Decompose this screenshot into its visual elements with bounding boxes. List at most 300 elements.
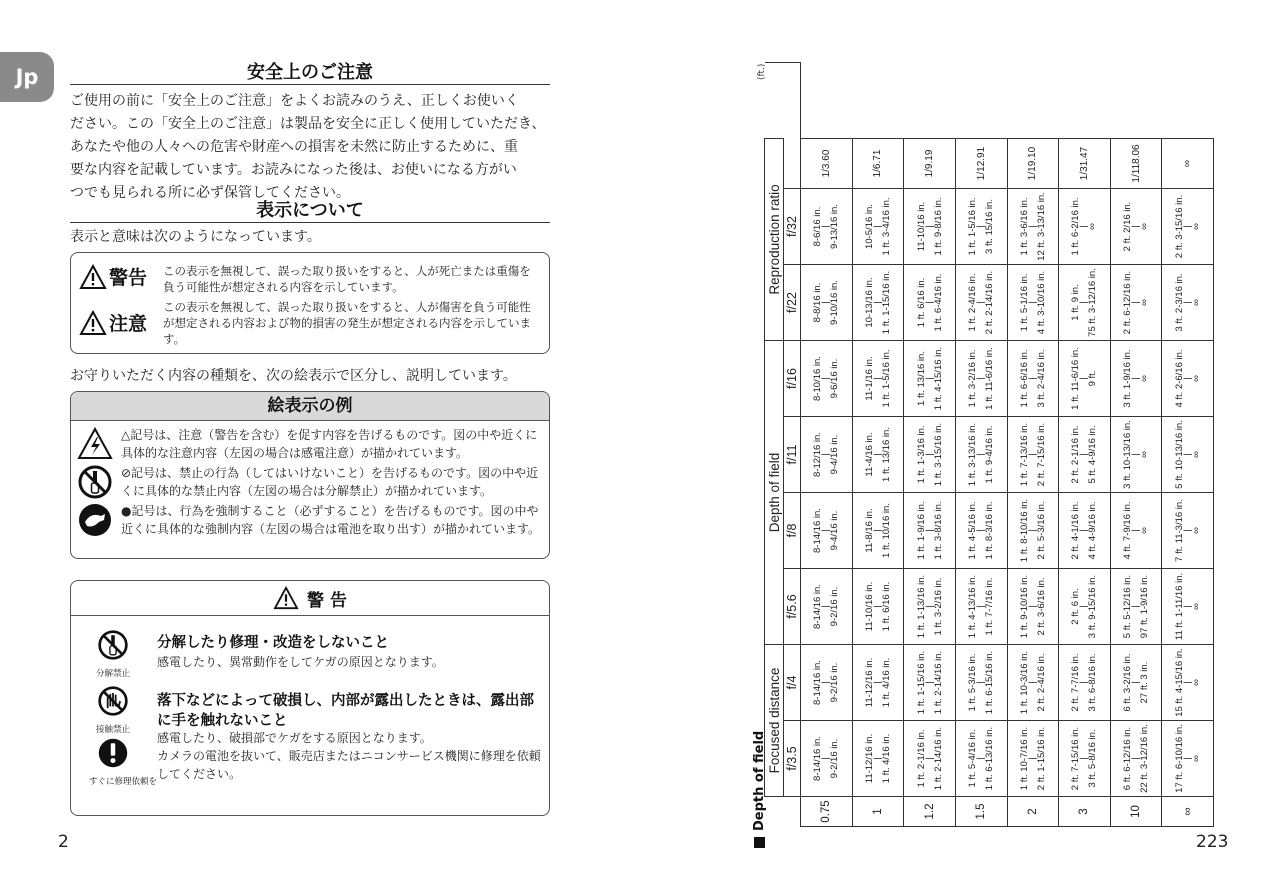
- range-separator: |: [1130, 681, 1142, 684]
- dof-cell: [852, 417, 904, 493]
- far-limit: 1 ft. 4-15/16 in.: [932, 346, 944, 411]
- near-limit: 1 ft. 8-10/16 in.: [1018, 498, 1030, 563]
- far-limit: 4 ft. 3-10/16 in.: [1035, 270, 1047, 335]
- far-limit: 1 ft. 6-15/16 in.: [984, 650, 996, 715]
- range-separator: |: [923, 301, 935, 304]
- dof-cell: [801, 189, 853, 265]
- warning-triangle-icon: [273, 586, 299, 610]
- near-limit: 7 ft. 11-3/16 in.: [1173, 499, 1185, 562]
- section-label: [752, 731, 767, 848]
- dof-cell: [1162, 341, 1214, 417]
- dof-cell: [1162, 569, 1214, 645]
- far-limit: 9-2/16 in.: [829, 662, 841, 703]
- table-body: [801, 63, 1214, 827]
- near-limit: 8-6/16 in.: [812, 206, 824, 247]
- far-limit: 1 ft. 4/16 in.: [880, 733, 892, 784]
- warning-item-icon: [89, 737, 158, 787]
- near-limit: 1 ft. 10-7/16 in.: [1018, 726, 1030, 791]
- unit-label: (ft.): [757, 63, 767, 80]
- range-separator: |: [975, 377, 987, 380]
- dof-cell: [1162, 189, 1214, 265]
- warning-item-icon: [89, 629, 137, 679]
- no-touch-icon: [97, 685, 129, 717]
- dof-cell: [801, 493, 853, 569]
- pictogram-examples-box: [70, 391, 550, 559]
- range-separator: |: [975, 301, 987, 304]
- dof-cell: [852, 645, 904, 721]
- caution-triangle-icon: [79, 310, 107, 336]
- near-limit: 2 ft. 3-15/16 in.: [1173, 194, 1185, 259]
- range-separator: |: [871, 529, 883, 532]
- dof-cell: [1110, 493, 1162, 569]
- intro-line: ださい。この「安全上のご注意」は製品を安全に正しく使用していただき、: [70, 116, 546, 132]
- far-limit: 22 ft. 3-12/16 in.: [1139, 724, 1151, 793]
- near-limit: 2 ft. 4-1/16 in.: [1070, 501, 1082, 560]
- warning-item-title: 分解したり修理・改造をしないこと: [157, 635, 389, 651]
- far-limit: 2 ft. 2-14/16 in.: [984, 270, 996, 335]
- section-marker: [754, 837, 765, 848]
- example-text: △記号は、注意（警告を含む）を促す内容を告げるものです。図の中や近くに具体的な注意内容（左図の場合は感電注意）が描かれています。: [121, 428, 538, 460]
- near-limit: 2 ft. 7-7/16 in.: [1070, 653, 1082, 712]
- near-limit: 1 ft. 1-5/16 in.: [967, 197, 979, 256]
- dof-cell: [1110, 645, 1162, 721]
- near-limit: 6 ft. 3-2/16 in.: [1122, 653, 1134, 712]
- near-limit: 15 ft. 4-15/16 in.: [1173, 648, 1185, 717]
- dof-cell: [904, 721, 956, 797]
- near-limit: 10-13/16 in.: [863, 277, 875, 328]
- range-separator: |: [1181, 377, 1193, 380]
- dof-cell: [1007, 645, 1059, 721]
- warning-label: 警告: [109, 267, 148, 289]
- dof-cell: [852, 265, 904, 341]
- dof-cell: [801, 645, 853, 721]
- dof-cell: [904, 569, 956, 645]
- far-limit: 1 ft. 3-15/16 in.: [932, 422, 944, 487]
- far-limit: 3 ft. 5-8/16 in.: [1087, 729, 1099, 788]
- reproduction-ratio-cell: 1/3.60: [801, 139, 853, 189]
- range-separator: |: [820, 453, 832, 456]
- dof-cell: [1059, 493, 1111, 569]
- warning-caution-box: [70, 252, 550, 354]
- near-limit: 4 ft. 7-9/16 in.: [1122, 501, 1134, 560]
- focused-distance-cell: 10: [1110, 797, 1162, 827]
- far-limit: 9-2/16 in.: [829, 586, 841, 627]
- near-limit: 3 ft. 10-13/16 in.: [1122, 420, 1134, 489]
- range-separator: |: [923, 757, 935, 760]
- range-separator: |: [1026, 529, 1038, 532]
- right-page: [644, 0, 1288, 875]
- far-limit: ∞: [1190, 223, 1202, 230]
- near-limit: 1 ft. 6/16 in.: [915, 277, 927, 328]
- near-limit: 11-12/16 in.: [863, 733, 875, 784]
- far-limit: ∞: [1190, 603, 1202, 610]
- far-limit: 4 ft. 4-9/16 in.: [1087, 501, 1099, 560]
- reproduction-ratio-cell: 1/12.91: [955, 139, 1007, 189]
- dof-cell: [852, 721, 904, 797]
- reproduction-ratio-cell: 1/6.71: [852, 139, 904, 189]
- near-limit: 1 ft. 1-13/16 in.: [915, 574, 927, 639]
- near-limit: 8-14/16 in.: [812, 736, 824, 781]
- no-disassembly-icon: [77, 464, 113, 500]
- warning-item-body: 感電したり、破損部でケガをする原因となります。: [157, 731, 432, 745]
- range-separator: |: [1130, 377, 1142, 380]
- range-separator: |: [1130, 605, 1142, 608]
- far-limit: 9 ft.: [1087, 370, 1099, 387]
- far-limit: 2 ft. 2-4/16 in.: [1035, 653, 1047, 712]
- dof-cell: [1059, 645, 1111, 721]
- aperture-header: f/32: [784, 189, 801, 265]
- range-separator: |: [923, 377, 935, 380]
- range-separator: |: [871, 757, 883, 760]
- near-limit: 1 ft. 1-3/16 in.: [915, 425, 927, 484]
- far-limit: ∞: [1190, 679, 1202, 686]
- range-separator: |: [1130, 757, 1142, 760]
- far-limit: ∞: [1139, 451, 1151, 458]
- reproduction-ratio-cell: 1/9.19: [904, 139, 956, 189]
- intro-line: ご使用の前に「安全上のご注意」をよくお読みのうえ、正しくお使いく: [70, 93, 519, 109]
- dof-cell: [1110, 189, 1162, 265]
- far-limit: 1 ft. 1-5/16 in.: [880, 349, 892, 408]
- focused-distance-cell: 0.75: [801, 797, 853, 827]
- near-limit: 1 ft. 3-13/16 in.: [967, 422, 979, 487]
- focused-distance-header: Focused distance: [765, 645, 784, 797]
- dof-cell: [1162, 645, 1214, 721]
- range-separator: |: [871, 681, 883, 684]
- dof-cell: [955, 341, 1007, 417]
- reproduction-ratio-header: Reproduction ratio: [765, 139, 784, 341]
- far-limit: 2 ft. 7-15/16 in.: [1035, 422, 1047, 487]
- dof-cell: [852, 569, 904, 645]
- far-limit: 5 ft. 4-9/16 in.: [1087, 425, 1099, 484]
- title-rule: [70, 84, 550, 85]
- far-limit: ∞: [1190, 451, 1202, 458]
- warning-item-body: カメラの電池を抜いて、販売店またはニコンサービス機関に修理を依頼してください。: [157, 749, 541, 781]
- near-limit: 1 ft. 1-15/16 in.: [915, 650, 927, 715]
- range-separator: |: [1026, 681, 1038, 684]
- focused-distance-cell: 1.2: [904, 797, 956, 827]
- far-limit: 1 ft. 4/16 in.: [880, 657, 892, 708]
- range-separator: |: [975, 757, 987, 760]
- near-limit: 11-10/16 in.: [863, 581, 875, 632]
- far-limit: 9-2/16 in.: [829, 738, 841, 779]
- near-limit: 1 ft. 2-4/16 in.: [967, 273, 979, 332]
- display-intro: 表示と意味は次のようになっています。: [70, 229, 321, 245]
- range-separator: |: [975, 529, 987, 532]
- near-limit: 3 ft. 1-9/16 in.: [1122, 349, 1134, 408]
- range-separator: |: [1026, 453, 1038, 456]
- warning-item-title: 落下などによって破損し、内部が露出したときは、露出部に手を触れないこと: [157, 693, 534, 729]
- near-limit: 1 ft. 5-4/16 in.: [967, 729, 979, 788]
- table-row: [801, 63, 853, 827]
- near-limit: 2 ft. 2/16 in.: [1122, 201, 1134, 252]
- far-limit: 9-10/16 in.: [829, 280, 841, 325]
- range-separator: |: [1181, 301, 1193, 304]
- aperture-header: f/22: [784, 265, 801, 341]
- electric-shock-icon: [77, 426, 113, 462]
- near-limit: 2 ft. 6-12/16 in.: [1122, 270, 1134, 335]
- dof-cell: [852, 189, 904, 265]
- page-number: 223: [1196, 832, 1229, 852]
- dof-cell: [1110, 569, 1162, 645]
- range-separator: |: [923, 605, 935, 608]
- range-separator: |: [1078, 757, 1090, 760]
- dof-cell: [1007, 265, 1059, 341]
- focused-distance-cell: 1.5: [955, 797, 1007, 827]
- range-separator: |: [923, 681, 935, 684]
- table-row: [852, 63, 904, 827]
- near-limit: 1 ft. 4-13/16 in.: [967, 574, 979, 639]
- categorize-text: お守りいただく内容の種類を、次の絵表示で区分し、説明しています。: [70, 368, 517, 384]
- dof-cell: [852, 493, 904, 569]
- far-limit: 27 ft. 3 in.: [1139, 661, 1151, 704]
- no-disassembly-icon: [97, 629, 129, 661]
- far-limit: ∞: [1190, 527, 1202, 534]
- dof-cell: [904, 493, 956, 569]
- far-limit: 97 ft. 1-9/16 in.: [1139, 574, 1151, 639]
- example-text: ●記号は、行為を強制すること（必ずすること）を告げるものです。図の中や近くに具体的な強制内容（左図の場合は電池を取り出す）が描かれています。: [121, 504, 541, 536]
- warning-triangle-icon: [79, 264, 107, 290]
- far-limit: 1 ft. 2-14/16 in.: [932, 726, 944, 791]
- near-limit: 11 ft. 1-11/16 in.: [1173, 572, 1185, 641]
- range-separator: |: [1026, 605, 1038, 608]
- caution-label: 注意: [109, 313, 148, 335]
- dof-cell: [1007, 341, 1059, 417]
- range-separator: |: [1130, 529, 1142, 532]
- dof-cell: [1059, 189, 1111, 265]
- table-row: [1007, 63, 1059, 827]
- warning-box-title: 警 告: [307, 590, 347, 611]
- far-limit: 75 ft. 3-12/16 in.: [1087, 268, 1099, 337]
- dof-cell: [1059, 417, 1111, 493]
- range-separator: |: [923, 453, 935, 456]
- near-limit: 8-14/16 in.: [812, 508, 824, 553]
- table-row: [1110, 63, 1162, 827]
- range-separator: |: [871, 377, 883, 380]
- range-separator: |: [820, 757, 832, 760]
- example-row: [77, 464, 541, 500]
- far-limit: 1 ft. 3-8/16 in.: [932, 501, 944, 560]
- far-limit: 1 ft. 9-8/16 in.: [932, 197, 944, 256]
- range-separator: |: [1026, 225, 1038, 228]
- range-separator: |: [1181, 453, 1193, 456]
- far-limit: 1 ft. 6-13/16 in.: [984, 726, 996, 791]
- near-limit: 11-1/16 in.: [863, 356, 875, 401]
- far-limit: 3 ft. 6-8/16 in.: [1087, 653, 1099, 712]
- dof-cell: [1059, 721, 1111, 797]
- far-limit: 1 ft. 8-3/16 in.: [984, 501, 996, 560]
- range-separator: |: [1181, 757, 1193, 760]
- focused-distance-cell: ∞: [1162, 797, 1214, 827]
- focused-distance-cell: 2: [1007, 797, 1059, 827]
- depth-of-field-table: [764, 62, 1214, 827]
- far-limit: 1 ft. 7-7/16 in.: [984, 577, 996, 636]
- reproduction-ratio-cell: 1/118.06: [1110, 139, 1162, 189]
- range-separator: |: [1078, 301, 1090, 304]
- far-limit: 1 ft. 3-4/16 in.: [880, 197, 892, 256]
- aperture-row: [784, 63, 801, 827]
- near-limit: 1 ft. 13/16 in.: [915, 351, 927, 406]
- intro-line: 要な内容を記載しています。お読みになった後は、お使いになる方がい: [70, 162, 517, 178]
- near-limit: 1 ft. 1-9/16 in.: [915, 501, 927, 560]
- near-limit: 6 ft. 6-12/16 in.: [1122, 726, 1134, 791]
- title-rule: [70, 222, 550, 223]
- aperture-header: f/5.6: [784, 569, 801, 645]
- far-limit: 1 ft. 13/16 in.: [880, 427, 892, 482]
- range-separator: |: [871, 225, 883, 228]
- intro-line: あなたや他の人々への危害や財産への損害を未然に防止するために、重: [70, 139, 518, 155]
- range-separator: |: [820, 605, 832, 608]
- near-limit: 1 ft. 2-1/16 in.: [915, 729, 927, 788]
- aperture-header: f/11: [784, 417, 801, 493]
- far-limit: ∞: [1190, 299, 1202, 306]
- dof-cell: [955, 189, 1007, 265]
- focused-distance-cell: 1: [852, 797, 904, 827]
- near-limit: 2 ft. 2-1/16 in.: [1070, 425, 1082, 484]
- dof-cell: [801, 417, 853, 493]
- near-limit: 1 ft. 3-6/16 in.: [1018, 197, 1030, 256]
- dof-cell: [1110, 265, 1162, 341]
- near-limit: 8-14/16 in.: [812, 584, 824, 629]
- caution-text: この表示を無視して、誤った取り扱いをすると、人が傷害を負う可能性が想定される内容および物的損害の発生が想定される内容を示しています。: [163, 300, 531, 346]
- far-limit: 1 ft. 6-4/16 in.: [932, 273, 944, 332]
- dof-cell: [1162, 721, 1214, 797]
- dof-cell: [1007, 569, 1059, 645]
- intro-paragraph: [70, 90, 550, 205]
- example-row: [77, 502, 541, 538]
- warning-box-header: [71, 581, 549, 616]
- table-row: [1162, 63, 1214, 827]
- intro-line: つでも見られる所に必ず保管してください。: [70, 185, 350, 201]
- dof-cell: [955, 265, 1007, 341]
- far-limit: 3 ft. 15/16 in.: [984, 199, 996, 254]
- table-row: [904, 63, 956, 827]
- examples-title: 絵表示の例: [71, 392, 549, 421]
- far-limit: 2 ft. 5-3/16 in.: [1035, 501, 1047, 560]
- range-separator: |: [1078, 529, 1090, 532]
- display-title: 表示について: [256, 200, 364, 221]
- far-limit: ∞: [1139, 375, 1151, 382]
- near-limit: 11-12/16 in.: [863, 657, 875, 708]
- far-limit: 2 ft. 3-6/16 in.: [1035, 577, 1047, 636]
- dof-cell: [801, 569, 853, 645]
- warning-contents-box: [70, 580, 550, 816]
- near-limit: 8-10/16 in.: [812, 356, 824, 401]
- dof-cell: [955, 645, 1007, 721]
- far-limit: 9-4/16 in.: [829, 434, 841, 475]
- near-limit: 5 ft. 10-13/16 in.: [1173, 420, 1185, 489]
- dof-cell: [1162, 493, 1214, 569]
- far-limit: 12 ft. 3-13/16 in.: [1035, 192, 1047, 261]
- dof-cell: [904, 265, 956, 341]
- range-separator: |: [820, 301, 832, 304]
- dof-cell: [1007, 493, 1059, 569]
- near-limit: 11-4/16 in.: [863, 432, 875, 477]
- range-separator: |: [1026, 377, 1038, 380]
- range-separator: |: [1130, 453, 1142, 456]
- dof-cell: [1110, 417, 1162, 493]
- warning-row: [79, 263, 538, 295]
- range-separator: |: [820, 225, 832, 228]
- near-limit: 1 ft. 9 in.: [1070, 284, 1082, 321]
- dof-cell: [904, 645, 956, 721]
- near-limit: 1 ft. 10-3/16 in.: [1018, 650, 1030, 715]
- range-separator: |: [871, 301, 883, 304]
- warning-item-body: 感電したり、異常動作をしてケガの原因となります。: [157, 655, 444, 669]
- far-limit: ∞: [1139, 527, 1151, 534]
- near-limit: 2 ft. 7-15/16 in.: [1070, 726, 1082, 791]
- near-limit: 11-8/16 in.: [863, 508, 875, 553]
- range-separator: |: [1078, 453, 1090, 456]
- language-tab: Jp: [0, 52, 54, 102]
- dof-cell: [955, 569, 1007, 645]
- repair-request-icon: [97, 737, 129, 769]
- dof-cell: [1059, 569, 1111, 645]
- dof-cell: [955, 493, 1007, 569]
- dof-cell: [852, 341, 904, 417]
- far-limit: 1 ft. 2-14/16 in.: [932, 650, 944, 715]
- aperture-header: f/16: [784, 341, 801, 417]
- aperture-header: f/4: [784, 645, 801, 721]
- far-limit: 3 ft. 2-4/16 in.: [1035, 349, 1047, 408]
- dof-cell: [1162, 417, 1214, 493]
- reproduction-ratio-cell: 1/31.47: [1059, 139, 1111, 189]
- range-separator: |: [923, 529, 935, 532]
- page-number: 2: [58, 832, 69, 852]
- aperture-header: f/8: [784, 493, 801, 569]
- dof-cell: [1059, 341, 1111, 417]
- dof-cell: [1110, 341, 1162, 417]
- range-separator: |: [975, 225, 987, 228]
- warning-text: この表示を無視して、誤った取り扱いをすると、人が死亡または重傷を負う可能性が想定される内容を示しています。: [163, 264, 531, 294]
- far-limit: 2 ft. 1-15/16 in.: [1035, 726, 1047, 791]
- example-row: [77, 426, 541, 462]
- near-limit: 8-12/16 in.: [812, 432, 824, 477]
- range-separator: |: [820, 529, 832, 532]
- near-limit: 4 ft. 2-6/16 in.: [1173, 349, 1185, 408]
- far-limit: 1 ft. 1-15/16 in.: [880, 270, 892, 335]
- dof-cell: [801, 721, 853, 797]
- range-separator: |: [1181, 225, 1193, 228]
- far-limit: ∞: [1190, 375, 1202, 382]
- near-limit: 11-10/16 in.: [915, 201, 927, 252]
- icon-caption: 分解禁止: [95, 669, 130, 679]
- near-limit: 1 ft. 9-10/16 in.: [1018, 574, 1030, 639]
- far-limit: 9-13/16 in.: [829, 204, 841, 249]
- near-limit: 1 ft. 7-13/16 in.: [1018, 422, 1030, 487]
- far-limit: 9-4/16 in.: [829, 510, 841, 551]
- table-row: [955, 63, 1007, 827]
- dof-cell: [904, 341, 956, 417]
- dof-cell: [801, 341, 853, 417]
- near-limit: 10-5/16 in.: [863, 204, 875, 249]
- icon-caption: すぐに修理依頼を: [89, 777, 158, 787]
- range-separator: |: [1078, 225, 1090, 228]
- remove-battery-icon: [77, 502, 113, 538]
- depth-of-field-header: Depth of field: [765, 341, 784, 645]
- far-limit: ∞: [1139, 223, 1151, 230]
- range-separator: |: [923, 225, 935, 228]
- near-limit: 3 ft. 2-3/16 in.: [1173, 273, 1185, 332]
- near-limit: 1 ft. 3-2/16 in.: [967, 349, 979, 408]
- range-separator: |: [1130, 225, 1142, 228]
- far-limit: 3 ft. 9-15/16 in.: [1087, 574, 1099, 639]
- near-limit: 1 ft. 11-6/16 in.: [1070, 347, 1082, 410]
- range-separator: |: [1130, 301, 1142, 304]
- warning-item-icon: [89, 685, 137, 735]
- near-limit: 1 ft. 5-3/16 in.: [967, 653, 979, 712]
- far-limit: 1 ft. 3-2/16 in.: [932, 577, 944, 636]
- dof-cell: [1162, 265, 1214, 341]
